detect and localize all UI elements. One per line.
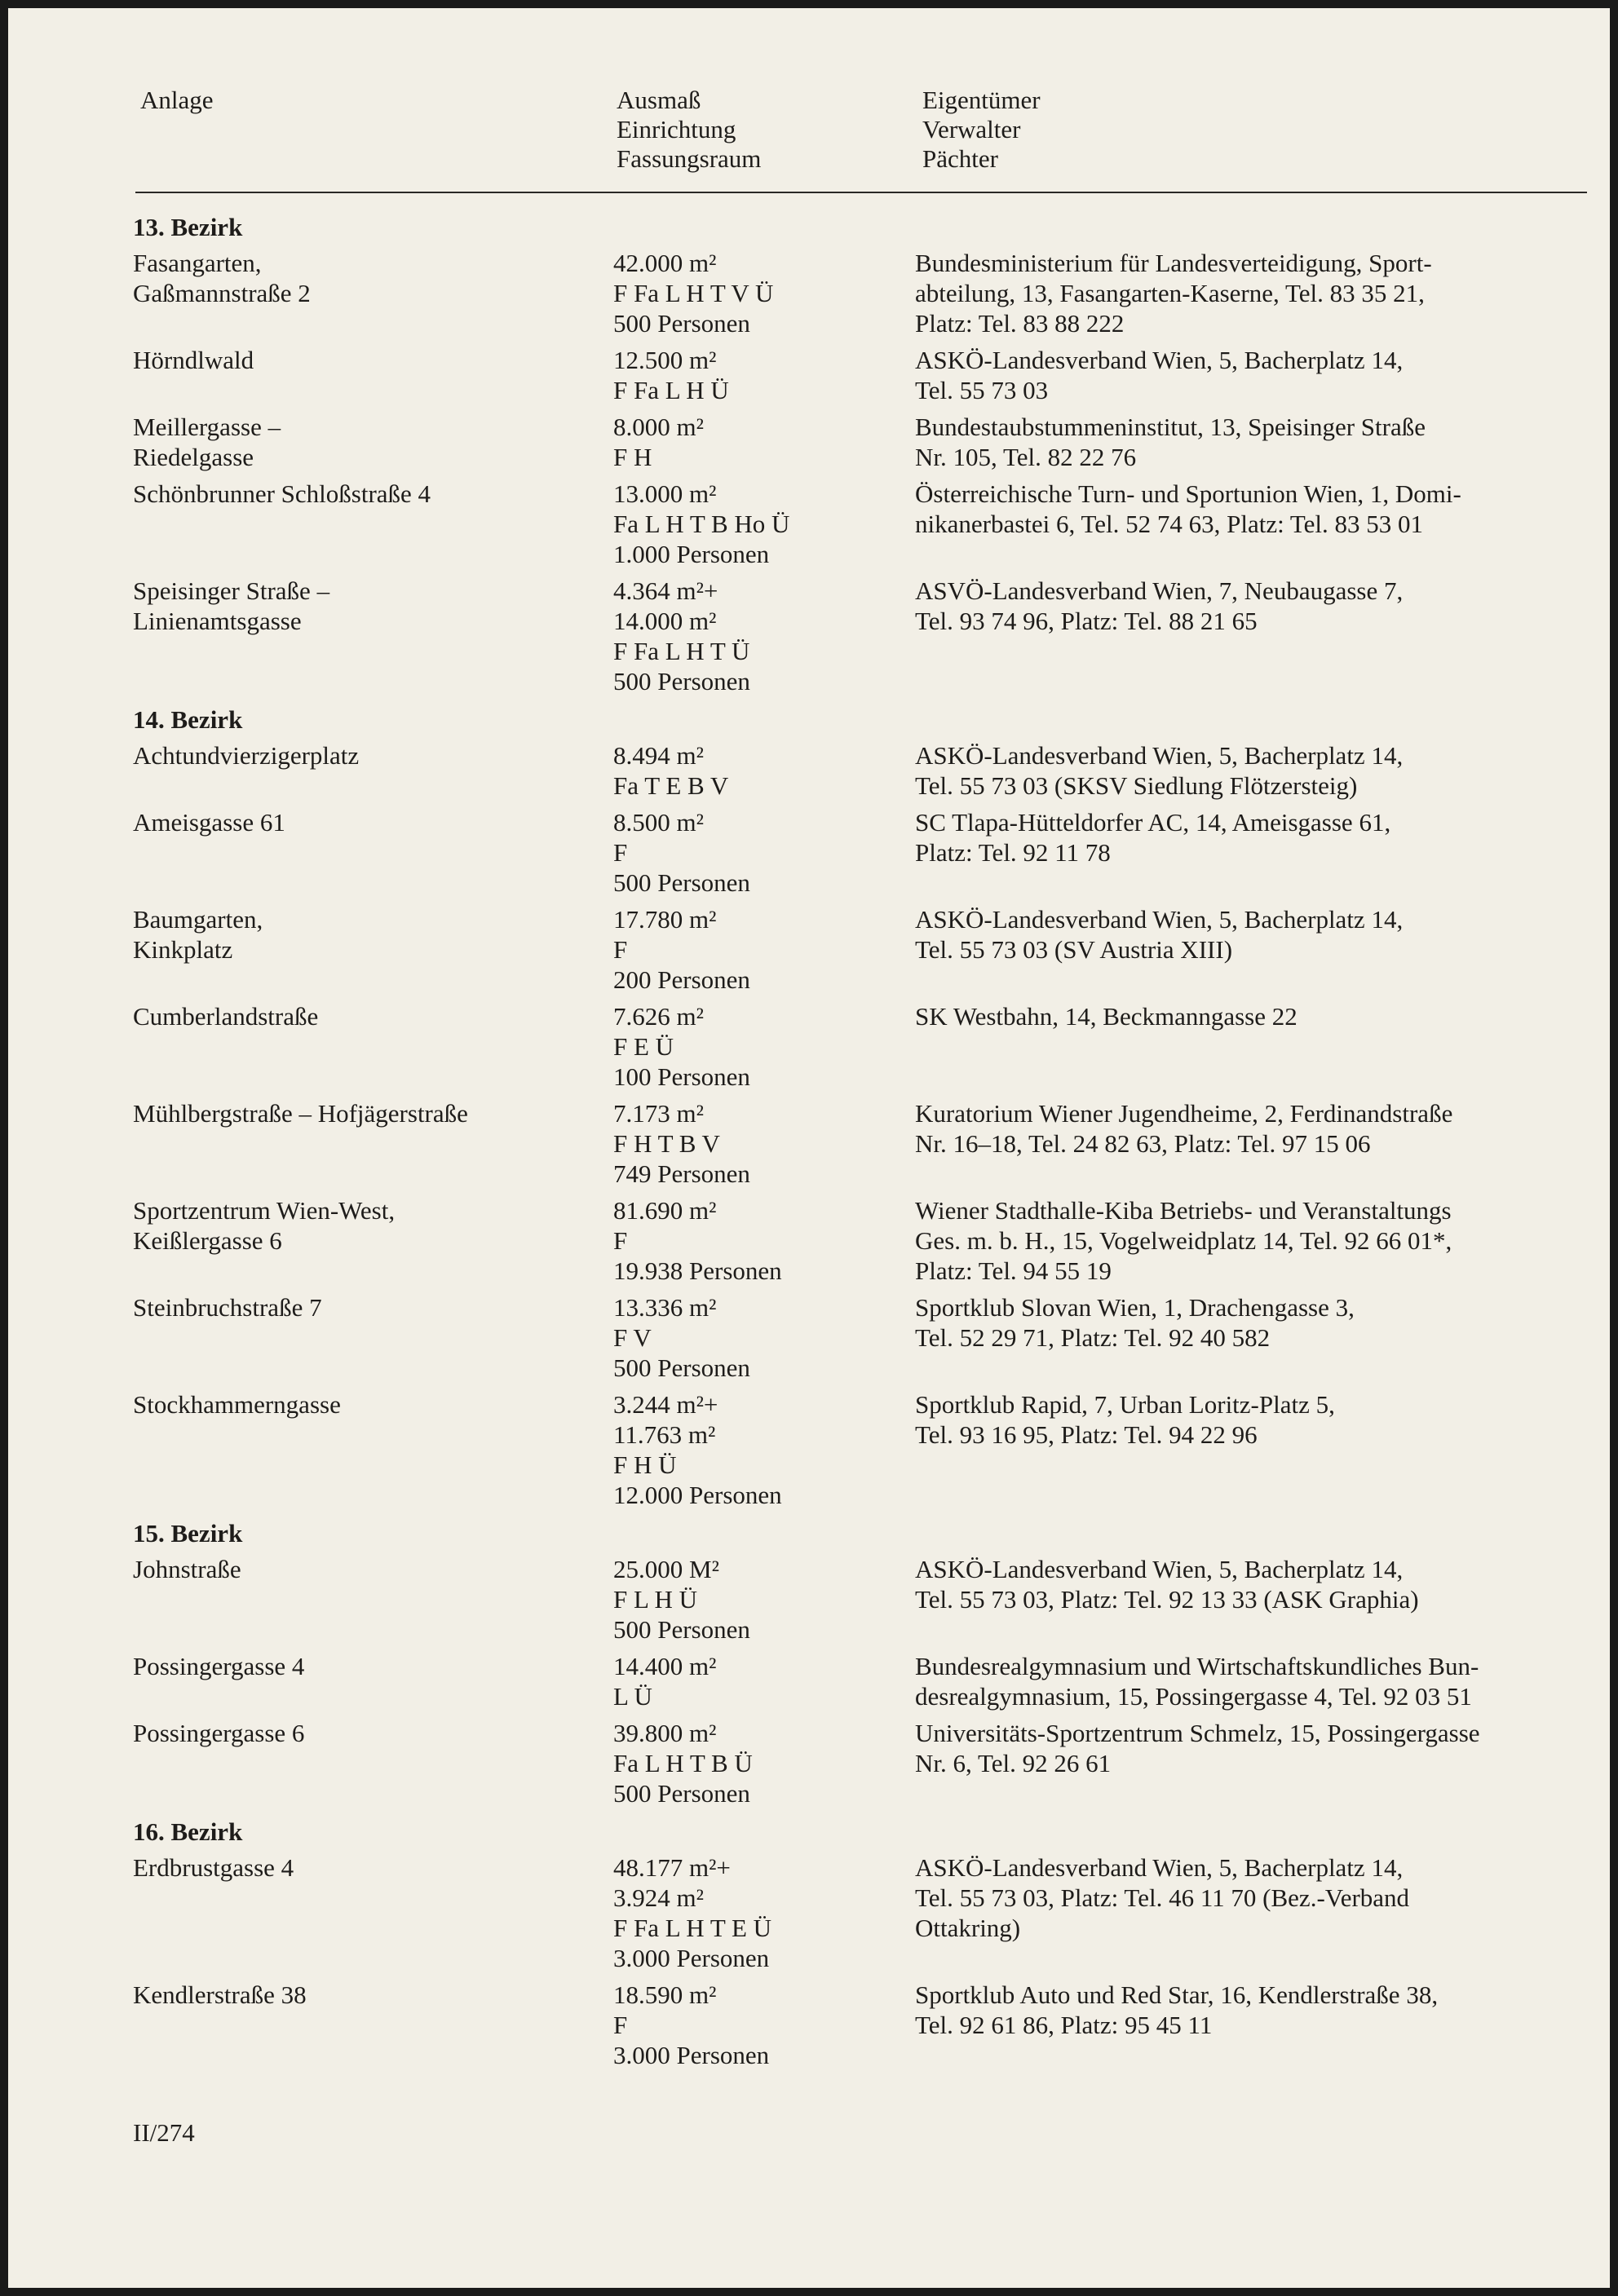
ausmass-cell-line: 3.000 Personen bbox=[613, 1944, 770, 1972]
eigentuemer-cell-line: Ges. m. b. H., 15, Vogelweidplatz 14, Tel. 92 66 01*, bbox=[915, 1226, 1452, 1255]
eigentuemer-cell bbox=[915, 904, 1584, 965]
ausmass-cell-line: 39.800 m² bbox=[613, 1719, 717, 1747]
ausmass-cell-line: 100 Personen bbox=[613, 1062, 750, 1091]
table-row bbox=[8, 807, 1610, 898]
eigentuemer-cell-line: nikanerbastei 6, Tel. 52 74 63, Platz: Tel. 83 53 01 bbox=[915, 510, 1424, 538]
ausmass-cell-line: Fa T E B V bbox=[613, 771, 729, 800]
ausmass-cell bbox=[613, 807, 899, 898]
anlage-cell-line: Speisinger Straße – bbox=[133, 576, 330, 605]
eigentuemer-cell-line: Bundestaubstummeninstitut, 13, Speisinger Straße bbox=[915, 413, 1426, 441]
ausmass-cell-line: F Fa L H T Ü bbox=[613, 637, 750, 665]
anlage-cell-line: Johnstraße bbox=[133, 1555, 241, 1583]
ausmass-cell bbox=[613, 740, 899, 801]
anlage-cell-line: Possingergasse 4 bbox=[133, 1652, 305, 1680]
eigentuemer-cell-line: Universitäts-Sportzentrum Schmelz, 15, Possingergasse bbox=[915, 1719, 1480, 1747]
ausmass-cell-line: 4.364 m²+ bbox=[613, 576, 718, 605]
ausmass-cell-line: 3.244 m²+ bbox=[613, 1390, 718, 1419]
table-row bbox=[8, 248, 1610, 338]
ausmass-cell-line: 500 Personen bbox=[613, 1779, 750, 1808]
ausmass-cell bbox=[613, 904, 899, 995]
table-row bbox=[8, 1292, 1610, 1383]
ausmass-cell-line: F H T B V bbox=[613, 1129, 720, 1158]
ausmass-cell bbox=[613, 479, 899, 569]
ausmass-cell bbox=[613, 1554, 899, 1645]
table-row bbox=[8, 1389, 1610, 1510]
eigentuemer-cell-line: SC Tlapa-Hütteldorfer AC, 14, Ameisgasse 61, bbox=[915, 808, 1391, 837]
ausmass-cell-line: 13.000 m² bbox=[613, 479, 717, 508]
anlage-cell-line: Possingergasse 6 bbox=[133, 1719, 305, 1747]
eigentuemer-cell-line: Nr. 16–18, Tel. 24 82 63, Platz: Tel. 97 15 06 bbox=[915, 1129, 1371, 1158]
page-number: II/274 bbox=[133, 2118, 195, 2147]
table-row bbox=[8, 345, 1610, 405]
eigentuemer-cell bbox=[915, 1980, 1584, 2040]
ausmass-cell bbox=[613, 1651, 899, 1711]
ausmass-cell bbox=[613, 1292, 899, 1383]
anlage-cell bbox=[133, 479, 598, 509]
eigentuemer-cell bbox=[915, 1195, 1584, 1286]
header-line: Ausmaß bbox=[617, 86, 701, 114]
table-body bbox=[8, 212, 1610, 2077]
anlage-cell bbox=[133, 904, 598, 965]
table-row bbox=[8, 576, 1610, 696]
ausmass-cell-line: F L H Ü bbox=[613, 1585, 698, 1614]
anlage-cell bbox=[133, 1195, 598, 1256]
ausmass-cell bbox=[613, 1195, 899, 1286]
table-row bbox=[8, 1852, 1610, 1973]
eigentuemer-cell-line: ASVÖ-Landesverband Wien, 7, Neubaugasse 7, bbox=[915, 576, 1404, 605]
eigentuemer-cell bbox=[915, 1554, 1584, 1614]
document-page bbox=[8, 8, 1610, 2288]
eigentuemer-cell-line: Tel. 55 73 03 (SV Austria XIII) bbox=[915, 935, 1233, 964]
table-row bbox=[8, 1554, 1610, 1645]
eigentuemer-cell bbox=[915, 1651, 1584, 1711]
ausmass-cell-line: 1.000 Personen bbox=[613, 540, 770, 568]
ausmass-cell-line: 48.177 m²+ bbox=[613, 1853, 731, 1882]
eigentuemer-cell bbox=[915, 345, 1584, 405]
eigentuemer-cell-line: Platz: Tel. 94 55 19 bbox=[915, 1256, 1112, 1285]
ausmass-cell bbox=[613, 1718, 899, 1808]
ausmass-cell-line: 500 Personen bbox=[613, 309, 750, 338]
eigentuemer-cell bbox=[915, 576, 1584, 636]
ausmass-cell-line: 7.626 m² bbox=[613, 1002, 704, 1031]
eigentuemer-cell-line: Sportklub Slovan Wien, 1, Drachengasse 3, bbox=[915, 1293, 1355, 1322]
ausmass-cell-line: F bbox=[613, 838, 628, 867]
ausmass-cell-line: 18.590 m² bbox=[613, 1980, 717, 2009]
anlage-cell-line: Baumgarten, bbox=[133, 905, 263, 934]
ausmass-cell bbox=[613, 576, 899, 696]
ausmass-cell-line: 500 Personen bbox=[613, 868, 750, 897]
table-row bbox=[8, 1195, 1610, 1286]
header-line: Einrichtung bbox=[617, 115, 736, 144]
ausmass-cell bbox=[613, 1098, 899, 1189]
ausmass-cell-line: 500 Personen bbox=[613, 667, 750, 695]
ausmass-cell-line: F Fa L H T E Ü bbox=[613, 1914, 772, 1942]
anlage-cell-line: Steinbruchstraße 7 bbox=[133, 1293, 322, 1322]
anlage-cell-line: Hörndlwald bbox=[133, 346, 254, 374]
ausmass-cell-line: Fa L H T B Ho Ü bbox=[613, 510, 790, 538]
table-row bbox=[8, 479, 1610, 569]
anlage-cell-line: Cumberlandstraße bbox=[133, 1002, 319, 1031]
ausmass-cell bbox=[613, 345, 899, 405]
anlage-cell bbox=[133, 1852, 598, 1883]
eigentuemer-cell bbox=[915, 1001, 1584, 1031]
eigentuemer-cell bbox=[915, 740, 1584, 801]
anlage-cell bbox=[133, 807, 598, 837]
eigentuemer-cell-line: Tel. 55 73 03 bbox=[915, 376, 1049, 404]
eigentuemer-cell-line: Tel. 55 73 03 (SKSV Siedlung Flötzersteig) bbox=[915, 771, 1358, 800]
table-row bbox=[8, 1651, 1610, 1711]
ausmass-cell-line: 200 Personen bbox=[613, 965, 750, 994]
anlage-cell-line: Keißlergasse 6 bbox=[133, 1226, 282, 1255]
eigentuemer-cell bbox=[915, 1389, 1584, 1450]
eigentuemer-cell-line: Bundesrealgymnasium und Wirtschaftskundliches Bun- bbox=[915, 1652, 1479, 1680]
ausmass-cell-line: 25.000 M² bbox=[613, 1555, 719, 1583]
anlage-cell-line: Achtundvierzigerplatz bbox=[133, 741, 360, 770]
eigentuemer-cell-line: desrealgymnasium, 15, Possingergasse 4, Tel. 92 03 51 bbox=[915, 1682, 1472, 1711]
eigentuemer-cell-line: Tel. 93 74 96, Platz: Tel. 88 21 65 bbox=[915, 607, 1258, 635]
table-row bbox=[8, 412, 1610, 472]
ausmass-cell bbox=[613, 1980, 899, 2070]
anlage-cell bbox=[133, 412, 598, 472]
eigentuemer-cell-line: ASKÖ-Landesverband Wien, 5, Bacherplatz 14, bbox=[915, 1555, 1404, 1583]
ausmass-cell bbox=[613, 412, 899, 472]
ausmass-cell-line: 8.494 m² bbox=[613, 741, 704, 770]
eigentuemer-cell-line: Tel. 55 73 03, Platz: Tel. 46 11 70 (Bez.-Verband bbox=[915, 1883, 1410, 1912]
anlage-cell bbox=[133, 1001, 598, 1031]
anlage-cell-line: Mühlbergstraße – Hofjägerstraße bbox=[133, 1099, 468, 1128]
eigentuemer-cell bbox=[915, 412, 1584, 472]
anlage-cell bbox=[133, 248, 598, 308]
ausmass-cell bbox=[613, 1389, 899, 1510]
ausmass-cell-line: 12.500 m² bbox=[613, 346, 717, 374]
header-rule bbox=[135, 192, 1587, 193]
ausmass-cell-line: F bbox=[613, 1226, 628, 1255]
eigentuemer-cell-line: Wiener Stadthalle-Kiba Betriebs- und Veranstaltungs bbox=[915, 1196, 1452, 1225]
ausmass-cell-line: F E Ü bbox=[613, 1032, 674, 1061]
ausmass-cell bbox=[613, 248, 899, 338]
ausmass-cell-line: Fa L H T B Ü bbox=[613, 1749, 753, 1777]
district-heading: 15. Bezirk bbox=[133, 1519, 243, 1548]
eigentuemer-cell-line: Nr. 6, Tel. 92 26 61 bbox=[915, 1749, 1112, 1777]
eigentuemer-cell-line: Tel. 93 16 95, Platz: Tel. 94 22 96 bbox=[915, 1420, 1258, 1449]
eigentuemer-cell-line: abteilung, 13, Fasangarten-Kaserne, Tel. 83 35 21, bbox=[915, 279, 1425, 307]
header-ausmass bbox=[617, 86, 761, 174]
anlage-cell bbox=[133, 345, 598, 375]
anlage-cell-line: Kinkplatz bbox=[133, 935, 233, 964]
anlage-cell bbox=[133, 1389, 598, 1420]
ausmass-cell bbox=[613, 1852, 899, 1973]
ausmass-cell-line: 8.000 m² bbox=[613, 413, 704, 441]
eigentuemer-cell bbox=[915, 1098, 1584, 1159]
eigentuemer-cell-line: ASKÖ-Landesverband Wien, 5, Bacherplatz 14, bbox=[915, 346, 1404, 374]
header-line: Eigentümer bbox=[922, 86, 1041, 114]
eigentuemer-cell-line: Tel. 55 73 03, Platz: Tel. 92 13 33 (ASK Graphia) bbox=[915, 1585, 1419, 1614]
eigentuemer-cell bbox=[915, 1718, 1584, 1778]
anlage-cell-line: Meillergasse – bbox=[133, 413, 281, 441]
anlage-cell bbox=[133, 1292, 598, 1322]
ausmass-cell-line: F bbox=[613, 2011, 628, 2039]
ausmass-cell-line: 500 Personen bbox=[613, 1353, 750, 1382]
eigentuemer-cell-line: Nr. 105, Tel. 82 22 76 bbox=[915, 443, 1137, 471]
anlage-cell bbox=[133, 1554, 598, 1584]
district-heading: 16. Bezirk bbox=[133, 1817, 243, 1846]
eigentuemer-cell bbox=[915, 807, 1584, 868]
anlage-cell-line: Ameisgasse 61 bbox=[133, 808, 285, 837]
eigentuemer-cell-line: Platz: Tel. 83 88 222 bbox=[915, 309, 1125, 338]
ausmass-cell-line: F Fa L H Ü bbox=[613, 376, 729, 404]
anlage-cell-line: Sportzentrum Wien-West, bbox=[133, 1196, 396, 1225]
table-row bbox=[8, 1001, 1610, 1092]
eigentuemer-cell bbox=[915, 1852, 1584, 1943]
ausmass-cell-line: F Fa L H T V Ü bbox=[613, 279, 774, 307]
eigentuemer-cell-line: SK Westbahn, 14, Beckmanngasse 22 bbox=[915, 1002, 1297, 1031]
header-anlage bbox=[140, 86, 214, 115]
eigentuemer-cell-line: Kuratorium Wiener Jugendheime, 2, Ferdinandstraße bbox=[915, 1099, 1453, 1128]
ausmass-cell-line: 12.000 Personen bbox=[613, 1481, 782, 1509]
eigentuemer-cell-line: Österreichische Turn- und Sportunion Wien, 1, Domi- bbox=[915, 479, 1461, 508]
anlage-cell bbox=[133, 1718, 598, 1748]
anlage-cell bbox=[133, 576, 598, 636]
table-row bbox=[8, 1718, 1610, 1808]
ausmass-cell-line: F bbox=[613, 935, 628, 964]
header-eigentuemer bbox=[922, 86, 1041, 174]
eigentuemer-cell-line: Sportklub Rapid, 7, Urban Loritz-Platz 5, bbox=[915, 1390, 1335, 1419]
eigentuemer-cell-line: Sportklub Auto und Red Star, 16, Kendlerstraße 38, bbox=[915, 1980, 1439, 2009]
anlage-cell-line: Kendlerstraße 38 bbox=[133, 1980, 307, 2009]
ausmass-cell-line: 19.938 Personen bbox=[613, 1256, 782, 1285]
table-row bbox=[8, 1098, 1610, 1189]
header-line: Anlage bbox=[140, 86, 214, 114]
table-row bbox=[8, 740, 1610, 801]
ausmass-cell-line: F H Ü bbox=[613, 1450, 677, 1479]
ausmass-cell-line: 17.780 m² bbox=[613, 905, 717, 934]
ausmass-cell-line: 42.000 m² bbox=[613, 249, 717, 277]
ausmass-cell-line: 13.336 m² bbox=[613, 1293, 717, 1322]
eigentuemer-cell-line: ASKÖ-Landesverband Wien, 5, Bacherplatz 14, bbox=[915, 905, 1404, 934]
eigentuemer-cell-line: Platz: Tel. 92 11 78 bbox=[915, 838, 1111, 867]
header-line: Pächter bbox=[922, 144, 998, 173]
district-heading: 14. Bezirk bbox=[133, 705, 243, 734]
anlage-cell-line: Fasangarten, bbox=[133, 249, 262, 277]
eigentuemer-cell-line: Tel. 92 61 86, Platz: 95 45 11 bbox=[915, 2011, 1213, 2039]
ausmass-cell-line: 8.500 m² bbox=[613, 808, 704, 837]
district-heading: 13. Bezirk bbox=[133, 213, 243, 241]
ausmass-cell-line: 14.000 m² bbox=[613, 607, 717, 635]
anlage-cell-line: Riedelgasse bbox=[133, 443, 254, 471]
anlage-cell bbox=[133, 1651, 598, 1681]
anlage-cell-line: Linienamtsgasse bbox=[133, 607, 302, 635]
table-row bbox=[8, 1980, 1610, 2070]
ausmass-cell-line: 14.400 m² bbox=[613, 1652, 717, 1680]
anlage-cell-line: Erdbrustgasse 4 bbox=[133, 1853, 294, 1882]
anlage-cell bbox=[133, 1098, 598, 1128]
eigentuemer-cell bbox=[915, 479, 1584, 539]
anlage-cell-line: Gaßmannstraße 2 bbox=[133, 279, 311, 307]
eigentuemer-cell-line: Bundesministerium für Landesverteidigung, Sport- bbox=[915, 249, 1432, 277]
ausmass-cell-line: 3.000 Personen bbox=[613, 2041, 770, 2069]
anlage-cell-line: Schönbrunner Schloßstraße 4 bbox=[133, 479, 431, 508]
eigentuemer-cell-line: Tel. 52 29 71, Platz: Tel. 92 40 582 bbox=[915, 1323, 1271, 1352]
anlage-cell-line: Stockhammerngasse bbox=[133, 1390, 341, 1419]
ausmass-cell-line: F V bbox=[613, 1323, 652, 1352]
ausmass-cell-line: 500 Personen bbox=[613, 1615, 750, 1644]
ausmass-cell-line: 749 Personen bbox=[613, 1159, 750, 1188]
anlage-cell bbox=[133, 740, 598, 770]
header-line: Verwalter bbox=[922, 115, 1021, 144]
table-row bbox=[8, 904, 1610, 995]
ausmass-cell-line: L Ü bbox=[613, 1682, 652, 1711]
anlage-cell bbox=[133, 1980, 598, 2010]
eigentuemer-cell bbox=[915, 1292, 1584, 1353]
ausmass-cell-line: F H bbox=[613, 443, 652, 471]
ausmass-cell-line: 7.173 m² bbox=[613, 1099, 704, 1128]
ausmass-cell-line: 3.924 m² bbox=[613, 1883, 704, 1912]
eigentuemer-cell-line: ASKÖ-Landesverband Wien, 5, Bacherplatz 14, bbox=[915, 741, 1404, 770]
eigentuemer-cell-line: ASKÖ-Landesverband Wien, 5, Bacherplatz 14, bbox=[915, 1853, 1404, 1882]
ausmass-cell-line: 81.690 m² bbox=[613, 1196, 717, 1225]
ausmass-cell-line: 11.763 m² bbox=[613, 1420, 716, 1449]
eigentuemer-cell-line: Ottakring) bbox=[915, 1914, 1021, 1942]
eigentuemer-cell bbox=[915, 248, 1584, 338]
ausmass-cell bbox=[613, 1001, 899, 1092]
header-line: Fassungsraum bbox=[617, 144, 762, 173]
